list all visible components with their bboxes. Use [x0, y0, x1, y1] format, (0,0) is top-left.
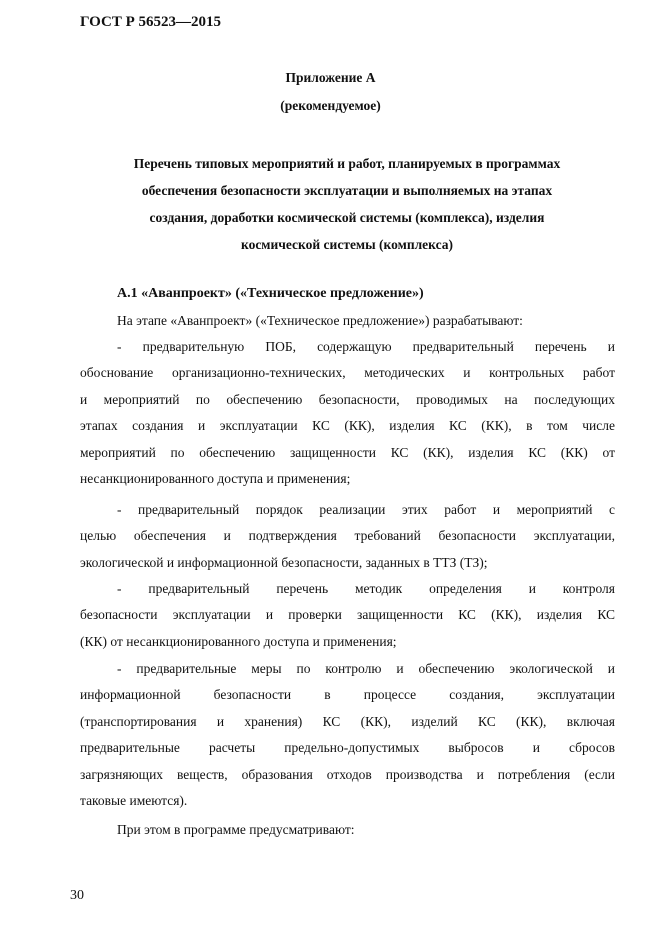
- list-item-line: - предварительную ПОБ, содержащую предварительный перечень и: [117, 339, 615, 354]
- list-item-line: и мероприятий по обеспечению безопасности, проводимых на последующих: [80, 391, 615, 407]
- section-heading: А.1 «Аванпроект» («Техническое предложение»): [117, 286, 424, 301]
- page-number: 30: [70, 888, 84, 903]
- document-title: [78, 150, 616, 258]
- list-item-line: мероприятий по обеспечению защищенности КС (КК), изделия КС (КК) от: [80, 444, 615, 460]
- list-item-line: экологической и информационной безопасности, заданных в ТТЗ (ТЗ);: [80, 554, 488, 570]
- list-item-line: обоснование организационно-технических, методических и контрольных работ: [80, 365, 615, 381]
- list-item-line: (транспортирования и хранения) КС (КК), изделий КС (КК), включая: [80, 713, 615, 729]
- list-item-line: - предварительный перечень методик определения и контроля: [117, 581, 615, 596]
- section-intro: На этапе «Аванпроект» («Техническое предложение») разрабатывают:: [117, 313, 523, 328]
- list-item-line: - предварительные меры по контролю и обеспечению экологической и: [117, 661, 615, 676]
- list-item-line: целью обеспечения и подтверждения требований безопасности эксплуатации,: [80, 528, 615, 544]
- document-title-line: Перечень типовых мероприятий и работ, планируемых в программах: [133, 156, 561, 171]
- list-item-line: безопасности эксплуатации и проверки защищенности КС (КК), изделия КС: [80, 607, 615, 623]
- document-title-line: обеспечения безопасности эксплуатации и выполняемых на этапах: [141, 183, 553, 198]
- list-item-line: предварительные расчеты предельно-допустимых выбросов и сбросов: [80, 740, 615, 756]
- document-title-line: космической системы (комплекса): [240, 237, 454, 252]
- list-item: [80, 576, 615, 655]
- list-item-line: загрязняющих веществ, образования отходов производства и потребления (если: [80, 766, 615, 782]
- list-item-line: этапах создания и эксплуатации КС (КК), изделия КС (КК), в том числе: [80, 418, 615, 434]
- list-item: [80, 656, 615, 814]
- annex-title: Приложение А: [285, 70, 376, 85]
- list-item: [80, 334, 615, 492]
- list-item-line: информационной безопасности в процессе создания, эксплуатации: [80, 687, 615, 703]
- list-item-line: - предварительный порядок реализации этих работ и мероприятий с: [117, 502, 615, 517]
- annex-subtitle: (рекомендуемое): [280, 98, 381, 113]
- document-code: ГОСТ Р 56523—2015: [80, 14, 222, 30]
- list-item: [80, 497, 615, 576]
- list-item-line: таковые имеются).: [80, 793, 188, 809]
- list-item-line: несанкционированного доступа и применения;: [80, 471, 351, 487]
- list-item-line: (КК) от несанкционированного доступа и применения;: [80, 633, 397, 649]
- closing-paragraph: При этом в программе предусматривают:: [117, 822, 355, 837]
- document-title-line: создания, доработки космической системы (комплекса), изделия: [149, 210, 545, 225]
